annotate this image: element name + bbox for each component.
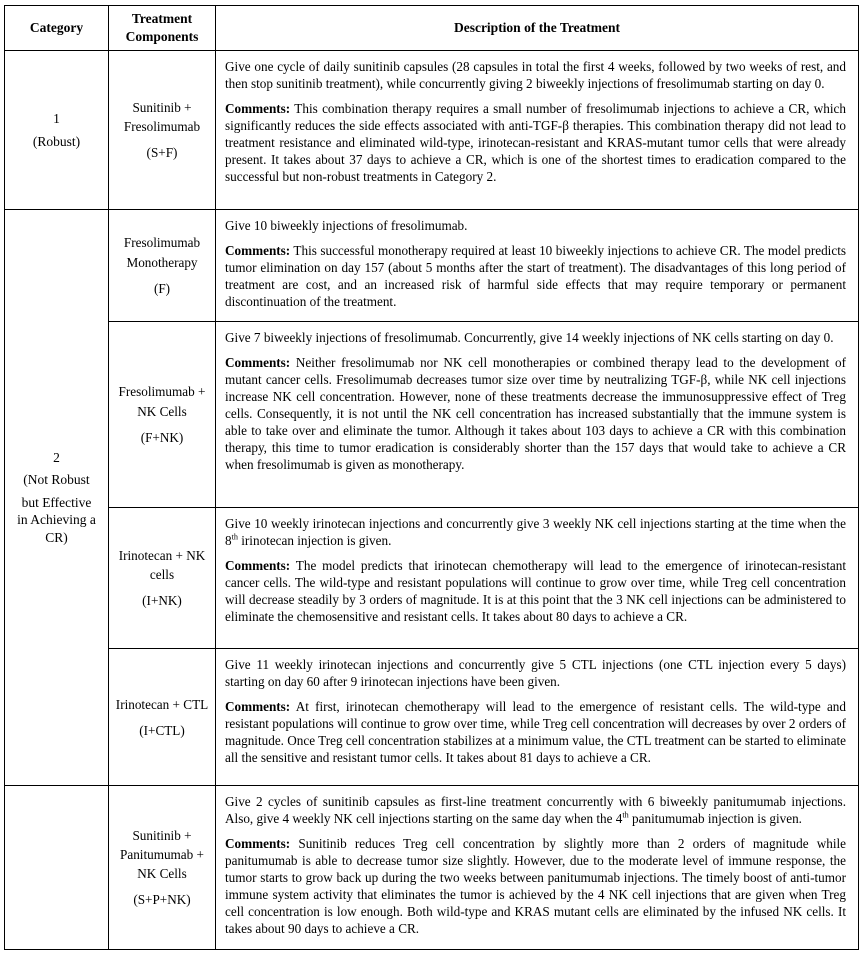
category-line: (Robust) [32, 133, 81, 149]
category-paragraph [8, 110, 105, 128]
description-text-run: At first, irinotecan chemotherapy will lead to the emergence of resistant cells. The wild-type and resistant populations will continue to grow over time, while Treg cell concentration will decreases by over 2 orders of magnitude. Once Treg cell concentration stabilizes at a minimum value, the CTL treatment can be started to eliminate all the sensitive and resistant tumor cells. It takes about 81 days to achieve a CR. [225, 699, 846, 765]
header-description: Description of the Treatment [216, 6, 859, 51]
treatment-description-cell [216, 649, 859, 786]
treatment-components-cell [109, 786, 216, 950]
comments-label: Comments: [225, 101, 291, 116]
treatment-name-line: Fresolimumab [123, 119, 201, 135]
category-line: 1 [53, 110, 60, 126]
treatment-components-cell [109, 649, 216, 786]
treatment-comments-paragraph [225, 100, 846, 185]
treatment-table [4, 5, 859, 950]
header-category: Category [5, 6, 109, 51]
category-paragraph [8, 133, 105, 151]
table-body [5, 51, 859, 950]
treatment-instructions-paragraph [225, 217, 846, 234]
treatment-description-cell [216, 508, 859, 649]
treatment-comments-paragraph [225, 354, 846, 473]
treatment-name [111, 546, 213, 584]
description-text-run: Neither fresolimumab nor NK cell monotherapies or combined therapy lead to the development of mutant cancer cells. Fresolimumab decreases tumor size over time by neutralizing TGF-β, while NK cell injections increase NK cell concentration. However, none of these treatments decrease the immunosuppressive effect of Treg cells. Consequently, it is not until the NK cell concentration has increased substantially that the immune system is able to take over and eliminate the tumor. Although it takes about 103 days to achieve a CR with this combination therapy, this time to tumor eradication is considerably shorter than the 157 days that would take to achieve a CR when fresolimumab is given as monotherapy. [225, 355, 846, 472]
treatment-description-cell [216, 322, 859, 508]
description-text-run: Give 10 biweekly injections of fresolimumab. [225, 218, 468, 233]
category-line: but Effective [21, 494, 92, 510]
treatment-name-line: NK Cells [137, 403, 187, 419]
header-row [5, 6, 859, 51]
description-text-run: Give 10 weekly irinotecan injections and concurrently give 3 weekly NK cell injections starting at the time when the 8 [225, 516, 846, 548]
category-paragraph [8, 449, 105, 467]
treatment-name [111, 695, 213, 714]
treatment-description-cell [216, 210, 859, 322]
category-paragraph [8, 471, 105, 489]
category-line: (Not Robust [23, 472, 90, 488]
treatment-comments-paragraph [225, 698, 846, 766]
treatment-components-cell [109, 508, 216, 649]
table-row [5, 786, 859, 950]
treatment-name [111, 233, 213, 271]
description-text-run: panitumumab injection is given. [628, 811, 802, 826]
category-cell [5, 210, 109, 786]
table-row [5, 210, 859, 322]
treatment-components-cell [109, 322, 216, 508]
treatment-name-line: Sunitinib + [132, 99, 192, 115]
treatment-abbreviation: (I+CTL) [139, 722, 185, 738]
description-text-run: This successful monotherapy required at least 10 biweekly injections to achieve CR. The model predicts tumor elimination on day 157 (about 5 months after the start of treatment). The disadvantages of this long period of treatment are cost, and an increased risk of harmful side effects that may require temporary or permanent discontinuation of the treatment. [225, 243, 846, 309]
table-row [5, 51, 859, 210]
treatment-abbreviation: (F+NK) [140, 429, 184, 445]
treatment-name-line: Irinotecan + CTL [115, 696, 209, 712]
treatment-name-line: Fresolimumab [123, 235, 201, 251]
comments-label: Comments: [225, 836, 291, 851]
ordinal-suffix: th [231, 532, 238, 542]
description-text-run: Sunitinib reduces Treg cell concentration by slightly more than 2 orders of magnitude while panitumumab is able to decrease tumor size slightly. However, due to the moderate level of immune response, the tumor starts to grow back up during the two weeks between panitumumab injections. The timely boost of anti-tumor immune system activity that eliminates the tumor is achieved by the 4 NK cell injections that are given when Treg cell concentration is low enough. Both wild-type and KRAS mutant cells are eliminated by the infused NK cells. It takes about 90 days to achieve a CR. [225, 836, 846, 936]
comments-label: Comments: [225, 699, 291, 714]
treatment-instructions-paragraph [225, 515, 846, 549]
category-line: 2 [53, 449, 60, 465]
ordinal-suffix: th [622, 810, 629, 820]
treatment-name [111, 826, 213, 883]
table-row [5, 508, 859, 649]
table-row [5, 322, 859, 508]
table-row [5, 649, 859, 786]
description-text-run: Give one cycle of daily sunitinib capsules (28 capsules in total the first 4 weeks, followed by two weeks of rest, and then stop sunitinib treatment), while concurrently giving 2 biweekly injections of fresolimumab starting on day 0. [225, 59, 846, 91]
category-line: CR) [45, 529, 68, 545]
treatment-name-line: cells [149, 567, 175, 583]
description-text-run: This combination therapy requires a small number of fresolimumab injections to achieve a CR, which significantly reduces the side effects associated with anti-TGF-β therapies. This combination therapy did not lead to treatment resistance and eliminated wild-type, irinotecan-resistant and KRAS-mutant tumor cells that were already present. It takes about 37 days to achieve a CR, which is one of the shortest times to eradication compared to the successful but non-robust treatments in Category 2. [225, 101, 846, 184]
treatment-description-cell [216, 51, 859, 210]
treatment-abbreviation: (F) [153, 280, 171, 296]
treatment-name-line: Irinotecan + NK [118, 547, 206, 563]
category-paragraph [8, 494, 105, 547]
category-cell [5, 51, 109, 210]
treatment-name-line: Sunitinib + [132, 827, 192, 843]
treatment-abbreviation: (S+P+NK) [133, 892, 191, 908]
treatment-comments-paragraph [225, 835, 846, 937]
comments-label: Comments: [225, 355, 291, 370]
comments-label: Comments: [225, 243, 291, 258]
comments-label: Comments: [225, 558, 291, 573]
treatment-components-cell [109, 51, 216, 210]
treatment-name [111, 382, 213, 420]
treatment-abbreviation: (S+F) [146, 145, 178, 161]
treatment-instructions-paragraph [225, 793, 846, 827]
description-text-run: The model predicts that irinotecan chemotherapy will lead to the emergence of irinotecan-resistant cancer cells. The wild-type and resistant populations will continue to grow over time, while Treg cell concentration will decrease steadily by 3 orders of magnitude. It is at this point that the 3 NK cell injections can be administered to eliminate the chemosensitive and resistant cells. It takes about 80 days to achieve a CR. [225, 558, 846, 624]
treatment-name [111, 98, 213, 136]
description-text-run: irinotecan injection is given. [237, 533, 392, 548]
category-line: in Achieving a [17, 512, 96, 528]
treatment-name-line: Panitumumab + [120, 847, 204, 863]
treatment-instructions-paragraph [225, 329, 846, 346]
treatment-instructions-paragraph [225, 58, 846, 92]
description-text-run: Give 7 biweekly injections of fresolimumab. Concurrently, give 14 weekly injections of NK cells starting on day 0. [225, 330, 834, 345]
header-treatment-components: Treatment Components [109, 6, 216, 51]
treatment-comments-paragraph [225, 242, 846, 310]
description-text-run: Give 11 weekly irinotecan injections and concurrently give 5 CTL injections (one CTL injection every 5 days) starting on day 60 after 9 irinotecan injections have been given. [225, 657, 846, 689]
treatment-name-line: Fresolimumab + [118, 384, 206, 400]
description-text-run: Give 2 cycles of sunitinib capsules as first-line treatment concurrently with 6 biweekly panitumumab injections. Also, give 4 weekly NK cell injections starting on the same day when the 4 [225, 794, 846, 826]
treatment-abbreviation: (I+NK) [142, 593, 182, 609]
treatment-name-line: NK Cells [137, 866, 187, 882]
treatment-instructions-paragraph [225, 656, 846, 690]
treatment-comments-paragraph [225, 557, 846, 625]
treatment-description-cell [216, 786, 859, 950]
treatment-name-line: Monotherapy [126, 254, 198, 270]
category-cell [5, 786, 109, 950]
treatment-components-cell [109, 210, 216, 322]
